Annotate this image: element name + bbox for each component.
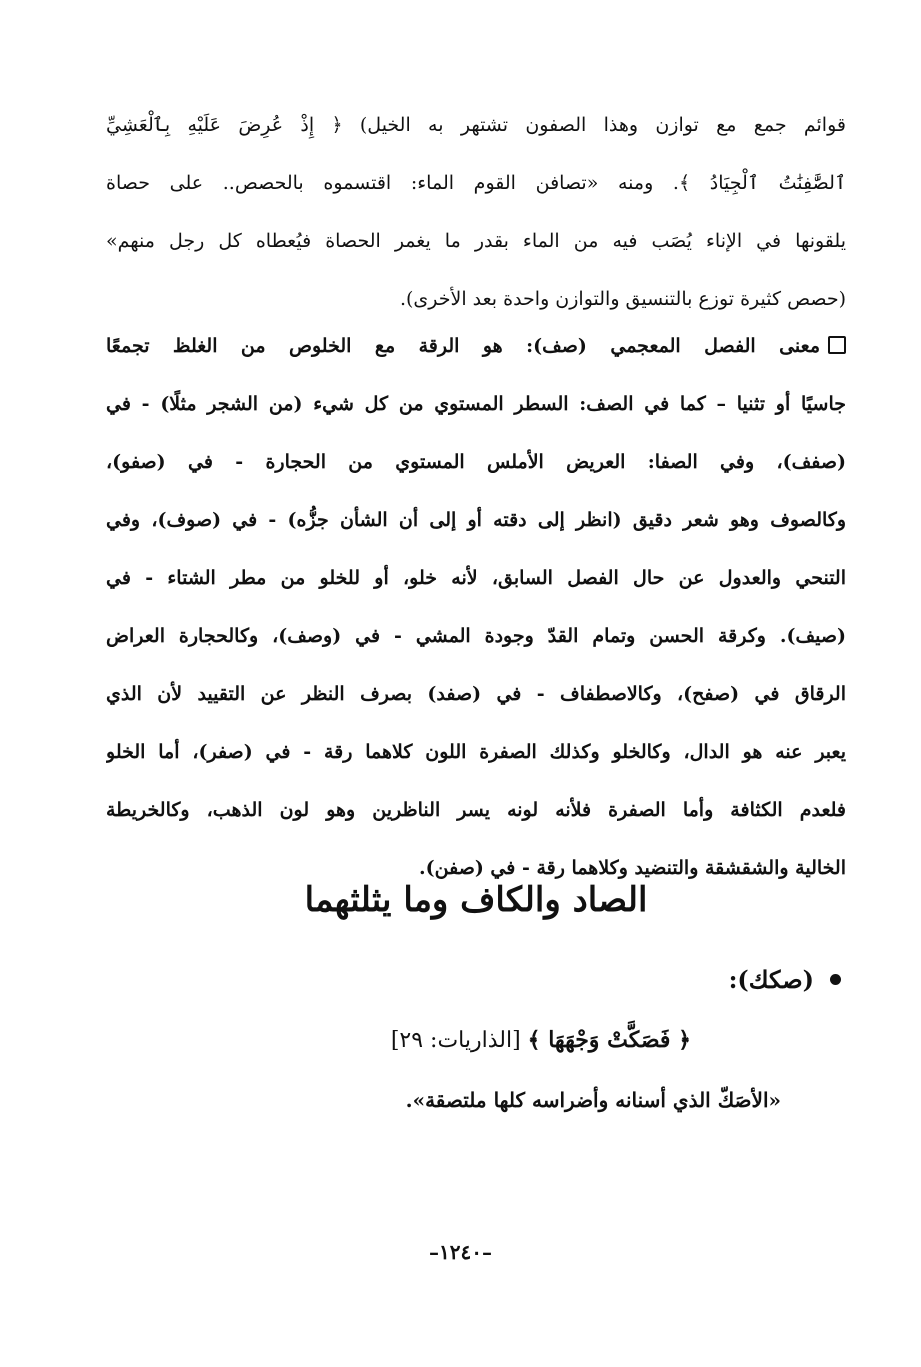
paragraph-line: (حصص كثيرة توزع بالتنسيق والتوازن واحدة بعد الأخرى). — [399, 288, 846, 310]
paragraph-line: ٱلصَّٰفِنَٰتُ ٱلْجِيَادُ ﴾. ومنه «تصافن القوم الماء: اقتسموه بالحصص.. على حصاة — [106, 172, 846, 194]
paragraph-2 — [106, 317, 846, 897]
entry-root-row — [729, 955, 841, 1005]
paragraph-1 — [106, 96, 846, 328]
verse-row — [391, 1015, 691, 1066]
quran-verse: ﴿ فَصَكَّتْ وَجْهَهَا ﴾ — [527, 1027, 691, 1053]
paragraph-line: قوائم جمع مع توازن وهذا الصفون تشتهر به الخيل) ﴿ إِذْ عُرِضَ عَلَيْهِ بِٱلْعَشِيِّ — [106, 114, 846, 136]
paragraph-line: الرقاق في (صفح)، وكالاصطفاف - في (صفد) بصرف النظر عن التقييد لأن الذي — [106, 683, 846, 705]
section-heading: الصاد والكاف وما يثلثهما — [304, 880, 648, 920]
paragraph-line: فلعدم الكثافة وأما الصفرة فلأنه لونه يسر الناظرين وهو لون الذهب، وكالخريطة — [106, 799, 846, 821]
entry-definition: «الأصَكّ الذي أسنانه وأضراسه كلها ملتصقة». — [405, 1088, 781, 1112]
entry-root: (صكك): — [728, 965, 814, 994]
paragraph-line: يعبر عنه هو الدال، وكالخلو وكذلك الصفرة اللون كلاهما رقة - في (صفر)، أما الخلو — [106, 741, 846, 763]
page-number: –١٢٤٠– — [429, 1240, 492, 1264]
square-marker-icon — [828, 336, 846, 354]
paragraph-lead-text: معنى الفصل المعجمي (صف): هو الرقة مع الخلوص من الغلظ تجمعًا — [106, 335, 820, 357]
paragraph-line: (صفف)، وفي الصفا: العريض الأملس المستوي من الحجارة - في (صفو)، — [106, 451, 846, 473]
paragraph-line: (صيف). وكرقة الحسن وتمام القدّ وجودة المشي - في (وصف)، وكالحجارة العراض — [106, 625, 846, 647]
verse-reference: [الذاريات: ٢٩] — [390, 1028, 521, 1053]
paragraph-line: يلقونها في الإناء يُصَب فيه من الماء بقدر ما يغمر الحصاة فيُعطاه كل رجل منهم» — [106, 230, 846, 252]
paragraph-line: التنحي والعدول عن حال الفصل السابق، لأنه خلو، أو للخلو من مطر الشتاء - في — [106, 567, 846, 589]
bullet-icon — [830, 974, 841, 985]
paragraph-lead-line — [106, 317, 846, 375]
paragraph-line: وكالصوف وهو شعر دقيق (انظر إلى دقته أو إلى أن الشأن جزُّه) - في (صوف)، وفي — [106, 509, 846, 531]
paragraph-line: جاسيًا أو تثنيا – كما في الصف: السطر المستوي من كل شيء (من الشجر مثلًا) - في — [106, 393, 846, 415]
paragraph-line: الخالية والشقشقة والتنضيد وكلاهما رقة - في (صفن). — [419, 857, 846, 879]
